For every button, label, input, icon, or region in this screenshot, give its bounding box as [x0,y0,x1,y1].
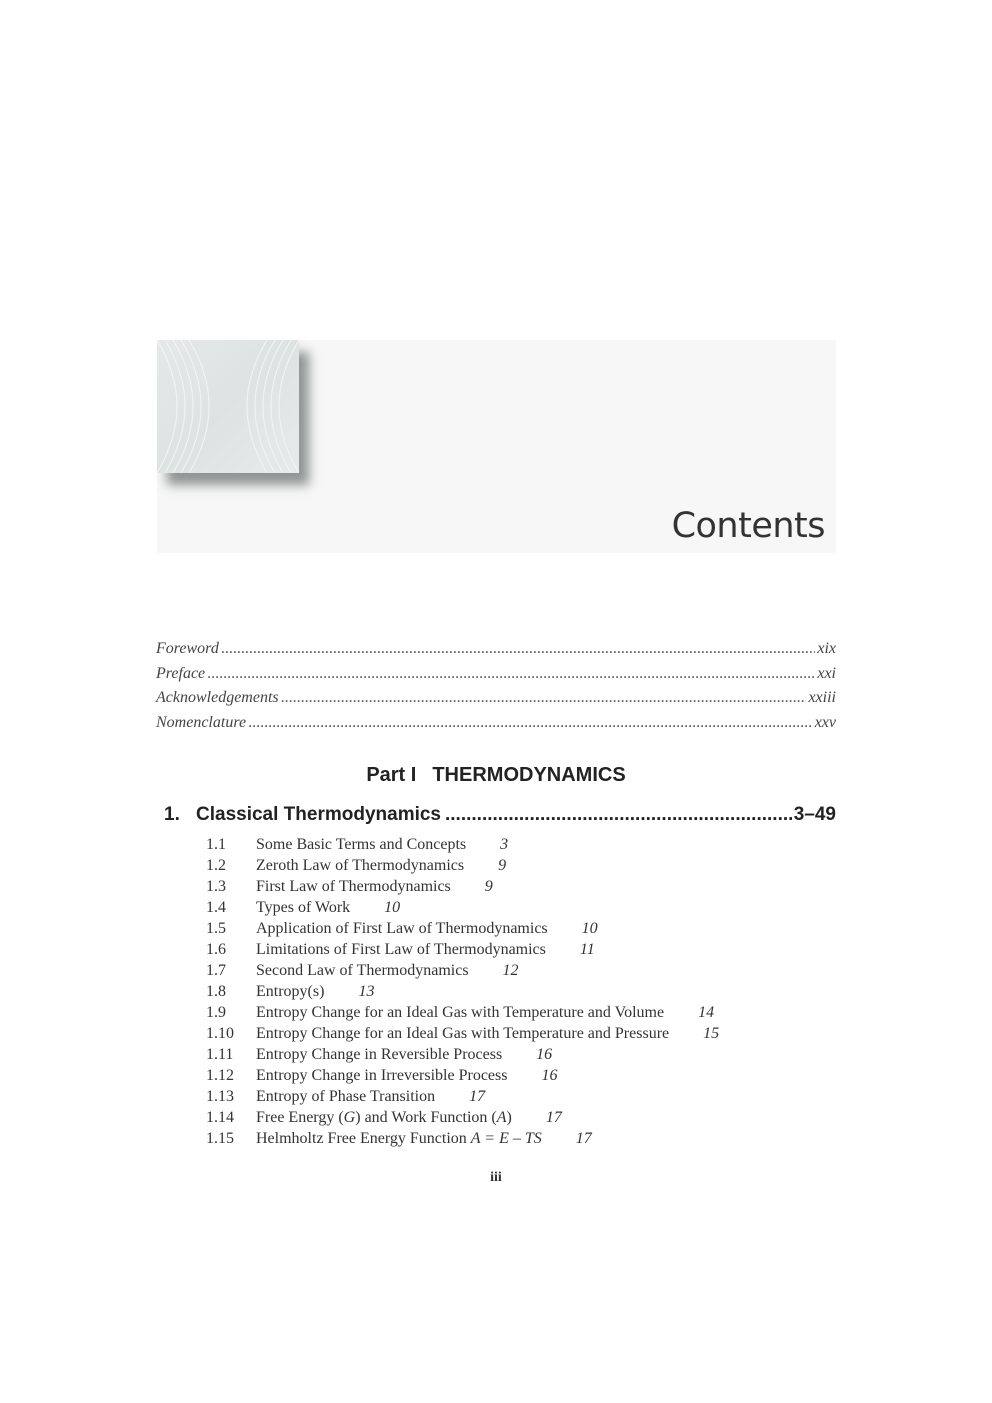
toc-entry-page: xxiii [808,689,836,706]
section-entry[interactable] [206,857,719,878]
toc-entry-foreword[interactable] [156,640,836,665]
section-number: 1.3 [206,878,226,895]
toc-entry-page: xxi [817,664,836,682]
dot-leader [248,714,813,732]
section-title: First Law of Thermodynamics [256,878,451,895]
section-entry[interactable] [206,962,719,983]
section-title: Second Law of Thermodynamics [256,962,469,979]
section-page: 15 [703,1025,720,1042]
part-number: Part I [366,764,417,786]
section-number: 1.10 [206,1025,234,1042]
section-title: Limitations of First Law of Thermodynamics [256,941,546,958]
section-page: 12 [502,962,519,979]
section-entry[interactable] [206,899,719,920]
toc-entry-page: xix [817,640,836,657]
section-title: Some Basic Terms and Concepts [256,836,467,853]
section-page: 17 [575,1130,592,1147]
dot-leader [221,640,816,658]
section-page: 3 [500,836,509,853]
section-entry[interactable] [206,941,719,962]
front-matter-list [156,640,836,738]
dot-leader [281,689,807,707]
section-page: 11 [579,941,595,958]
section-title: Entropy Change for an Ideal Gas with Temperature and Volume [256,1004,665,1021]
section-number: 1.13 [206,1088,234,1105]
section-number: 1.6 [206,941,226,958]
toc-entry-preface[interactable] [156,665,836,690]
section-title: Helmholtz Free Energy Function A = E – TS [256,1130,542,1147]
section-title: Free Energy (G) and Work Function (A) [256,1109,512,1126]
section-title: Entropy Change in Reversible Process [256,1046,503,1063]
page-number: iii [490,1170,502,1185]
toc-entry-label: Foreword [156,640,219,657]
section-entry[interactable] [206,1088,719,1109]
dot-leader [445,804,792,826]
section-page: 9 [498,857,507,874]
section-number: 1.5 [206,920,226,937]
toc-entry-label: Preface [156,664,206,682]
section-entry[interactable] [206,1130,719,1151]
section-number: 1.8 [206,983,226,1000]
section-page: 16 [541,1067,558,1084]
section-title: Entropy of Phase Transition [256,1088,436,1105]
section-number: 1.12 [206,1067,234,1084]
section-title: Types of Work [256,899,351,916]
section-entry[interactable] [206,878,719,899]
part-heading [0,764,992,787]
section-entry[interactable] [206,1109,719,1130]
chapter-number: 1. [164,804,180,825]
section-number: 1.15 [206,1130,234,1147]
section-number: 1.11 [206,1046,234,1063]
chapter-title: Classical Thermodynamics [196,804,441,825]
section-page: 13 [358,983,375,1000]
toc-entry-acknowledgements[interactable] [156,689,836,714]
section-page: 9 [484,878,493,895]
section-page: 17 [545,1109,562,1126]
section-title: Entropy Change in Irreversible Process [256,1067,508,1084]
section-entry[interactable] [206,1067,719,1088]
toc-entry-nomenclature[interactable] [156,714,836,739]
part-title: THERMODYNAMICS [432,764,626,786]
section-number: 1.2 [206,857,226,874]
section-title: Application of First Law of Thermodynamics [256,920,548,937]
section-title: Entropy(s) [256,983,325,1000]
section-entry[interactable] [206,836,719,857]
section-entry[interactable] [206,983,719,1004]
section-number: 1.14 [206,1109,234,1126]
section-title: Entropy Change for an Ideal Gas with Temperature and Pressure [256,1025,670,1042]
chapter-entry[interactable] [164,804,836,826]
section-entry[interactable] [206,1046,719,1067]
section-page: 14 [698,1004,715,1021]
toc-entry-label: Acknowledgements [156,689,279,706]
section-page: 16 [536,1046,553,1063]
dot-leader [207,665,815,683]
section-page: 10 [581,920,598,937]
section-number: 1.1 [206,836,226,853]
section-entry[interactable] [206,920,719,941]
page-title: Contents [671,506,825,546]
toc-entry-page: xxv [814,713,836,731]
section-number: 1.7 [206,962,226,979]
section-page: 17 [469,1088,486,1105]
section-title: Zeroth Law of Thermodynamics [256,857,465,874]
section-entry[interactable] [206,1025,719,1046]
section-list [206,836,719,1151]
section-number: 1.9 [206,1004,226,1021]
section-entry[interactable] [206,1004,719,1025]
toc-entry-label: Nomenclature [156,713,247,731]
chapter-pages: 3–49 [793,804,836,825]
decorative-ornament-icon [157,340,299,473]
section-number: 1.4 [206,899,226,916]
section-page: 10 [384,899,401,916]
